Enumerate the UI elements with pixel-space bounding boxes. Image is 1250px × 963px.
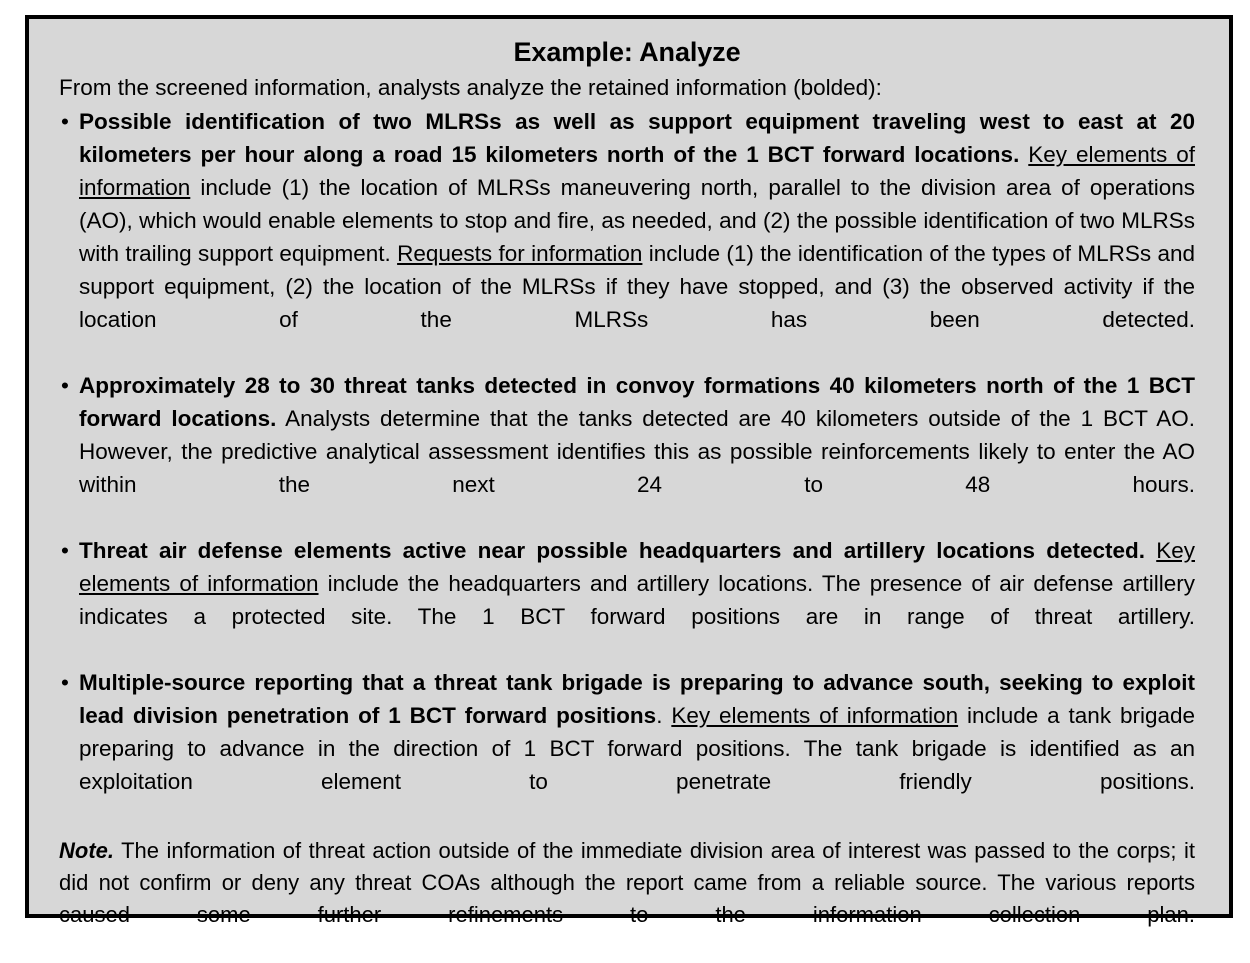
bullet-body-text: include (1) the location of MLRSs maneuvering north, parallel to the division area of operations (AO), which would enable elements to stop and fire, as needed, and (2) the possible identification of two MLRSs with trailing support equipment.	[79, 175, 1195, 266]
bullet-body-text: include a tank brigade preparing to advance in the direction of 1 BCT forward positions. The tank brigade is identified as an exploitation element to penetrate friendly positions.	[79, 703, 1195, 794]
bullet-dot-icon: •	[61, 109, 69, 134]
list-item	[59, 369, 1195, 534]
bullet-body-text: Analysts determine that the tanks detected are 40 kilometers outside of the 1 BCT AO. However, the predictive analytical assessment identifies this as possible reinforcements likely to enter the AO within the next 24 to 48 hours.	[79, 406, 1196, 497]
bullet-body-text: include the headquarters and artillery locations. The presence of air defense artillery indicates a protected site. The 1 BCT forward positions are in range of threat artillery.	[79, 571, 1195, 629]
bullet-lead-tail-punctuation: .	[656, 703, 672, 728]
bullet-dot-icon: •	[61, 538, 69, 563]
bullet-bold-lead: Threat air defense elements active near possible headquarters and artillery locations detected.	[79, 538, 1146, 563]
note-label: Note.	[59, 838, 114, 863]
space	[1145, 538, 1156, 563]
underlined-term-requests-for-information: Requests for information	[397, 241, 643, 266]
space	[1019, 142, 1028, 167]
analysis-bullet-list	[59, 105, 1195, 831]
bullet-dot-icon: •	[61, 373, 69, 398]
underlined-term-key-elements: Key elements of information	[79, 142, 1195, 200]
bullet-bold-lead: Possible identification of two MLRSs as well as support equipment traveling west to east at 20 kilometers per hour along a road 15 kilometers north of the 1 BCT forward locations.	[79, 109, 1195, 167]
list-item	[59, 105, 1195, 369]
underlined-term-key-elements: Key elements of information	[671, 703, 959, 728]
example-analyze-box	[25, 15, 1233, 927]
note-paragraph	[59, 835, 1195, 963]
page-title: Example: Analyze	[513, 37, 741, 67]
bullet-body-text-2: include (1) the identification of the types of MLRSs and support equipment, (2) the location of the MLRSs if they have stopped, and (3) the observed activity if the location of the MLRSs has been detected.	[79, 241, 1196, 332]
note-text: The information of threat action outside of the immediate division area of interest was passed to the corps; it did not confirm or deny any threat COAs although the report came from a reliable source. The various reports caused some further refinements to the information collection plan.	[59, 838, 1195, 927]
bullet-bold-lead: Multiple-source reporting that a threat tank brigade is preparing to advance south, seeking to exploit lead division penetration of 1 BCT forward positions	[79, 670, 1195, 728]
intro-text: From the screened information, analysts analyze the retained information (bolded):	[59, 75, 882, 100]
list-item	[59, 666, 1195, 831]
bullet-bold-lead: Approximately 28 to 30 threat tanks detected in convoy formations 40 kilometers north of the 1 BCT forward locations.	[79, 373, 1195, 431]
bullet-dot-icon: •	[61, 670, 69, 695]
list-item	[59, 534, 1195, 666]
underlined-term-key-elements: Key elements of information	[79, 538, 1195, 596]
